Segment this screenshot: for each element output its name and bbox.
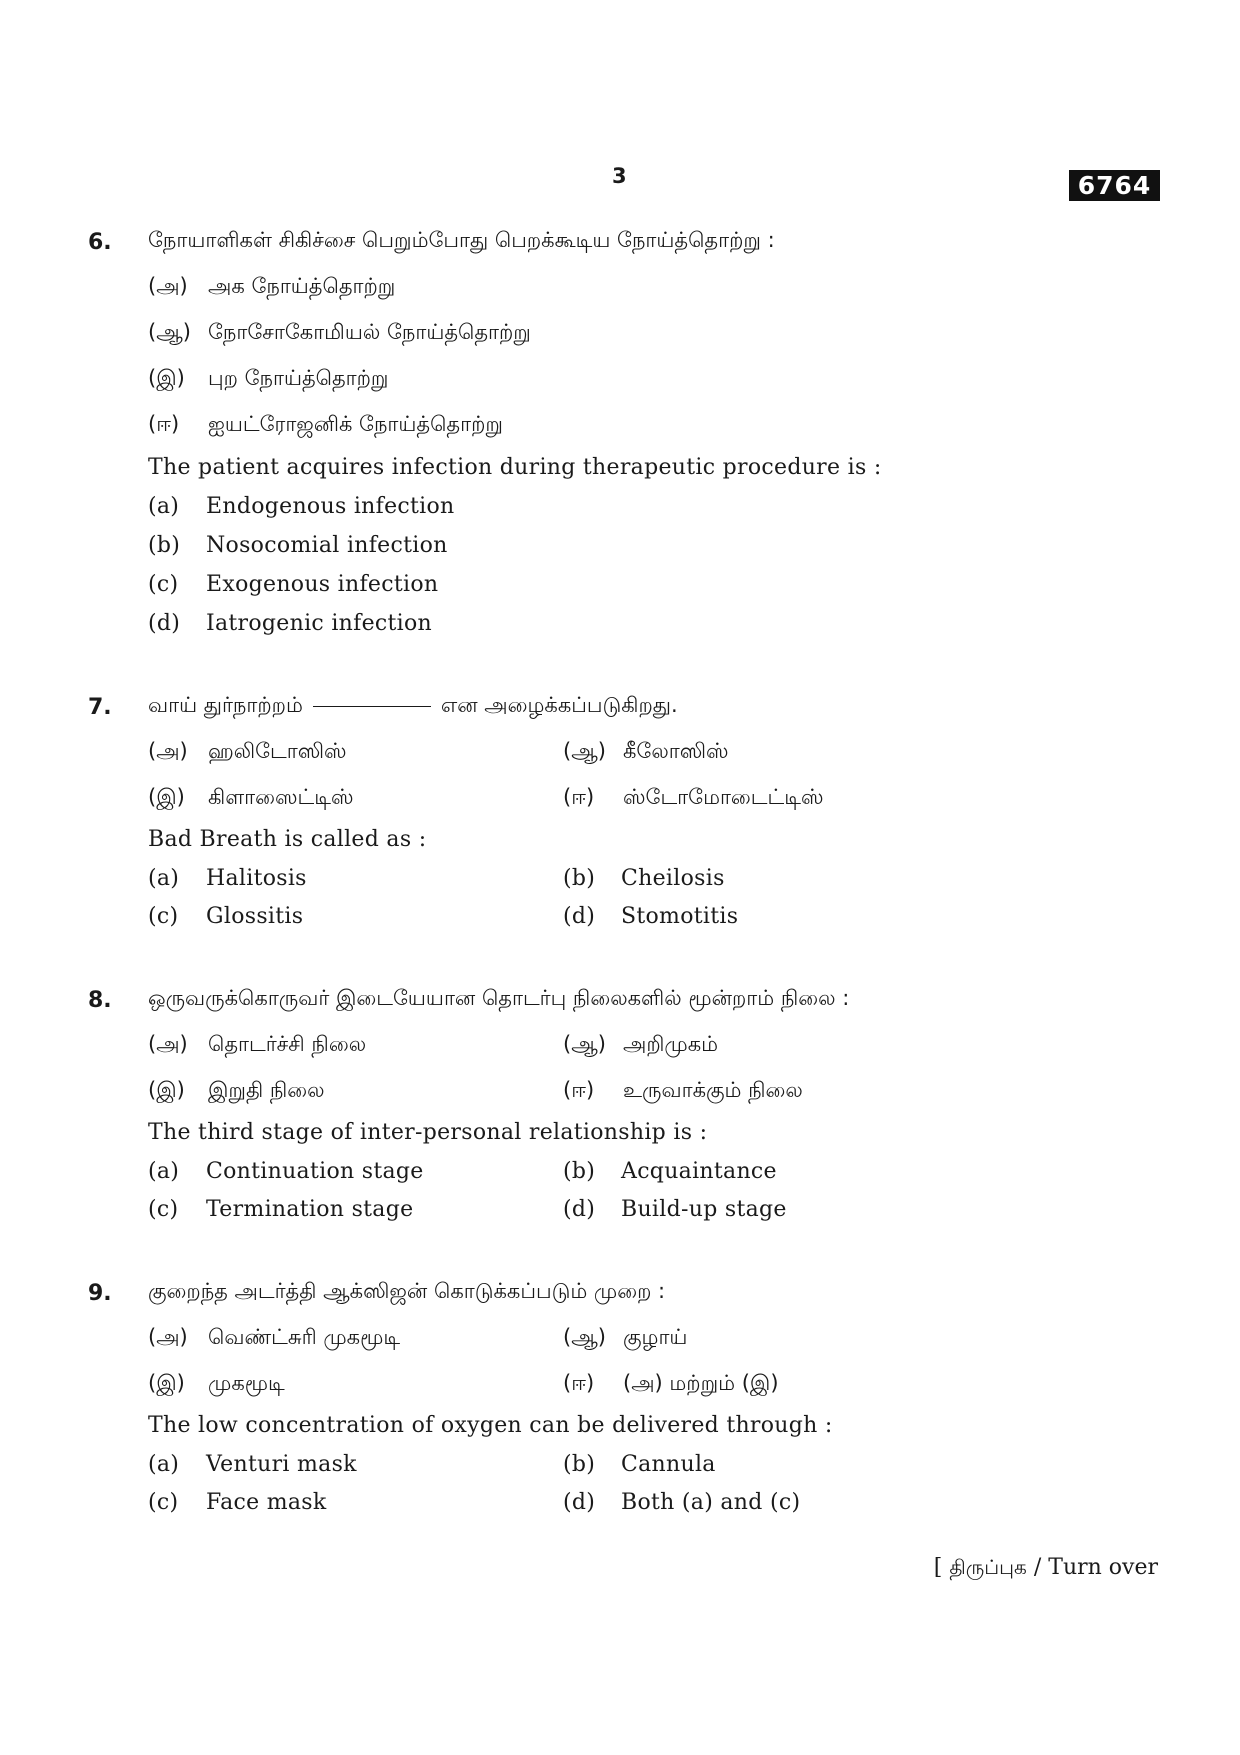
english-option: (a) Endogenous infection bbox=[148, 494, 455, 519]
tamil-option: (ஆ) கீலோஸிஸ் bbox=[563, 739, 729, 763]
english-option: (d) Iatrogenic infection bbox=[148, 611, 433, 636]
tamil-option: (இ) இறுதி நிலை bbox=[148, 1078, 325, 1102]
english-option: (b) Acquaintance bbox=[563, 1159, 777, 1184]
english-option: (d) Both (a) and (c) bbox=[563, 1490, 801, 1515]
tamil-stem: வாய் துர்நாற்றம் என அழைக்கப்படுகிறது. bbox=[148, 693, 678, 717]
paper-code-badge: 6764 bbox=[1069, 170, 1160, 201]
tamil-option: (இ) முகமூடி bbox=[148, 1371, 285, 1395]
english-option: (b) Cheilosis bbox=[563, 866, 725, 891]
english-stem: The patient acquires infection during therapeutic procedure is : bbox=[148, 455, 882, 480]
tamil-stem: நோயாளிகள் சிகிச்சை பெறும்போது பெறக்கூடிய நோய்த்தொற்று : bbox=[148, 228, 775, 252]
tamil-option: (ஈ) ஸ்டோமோடைட்டிஸ் bbox=[563, 785, 824, 809]
english-stem: The low concentration of oxygen can be delivered through : bbox=[148, 1413, 833, 1438]
page-number: 3 bbox=[612, 164, 627, 188]
tamil-option: (ஆ) அறிமுகம் bbox=[563, 1032, 719, 1056]
english-option: (b) Cannula bbox=[563, 1452, 716, 1477]
tamil-stem: ஒருவருக்கொருவர் இடையேயான தொடர்பு நிலைகளில் மூன்றாம் நிலை : bbox=[148, 986, 850, 1010]
question-number: 6. bbox=[88, 230, 112, 255]
tamil-option: (அ) அக நோய்த்தொற்று bbox=[148, 274, 396, 298]
english-option: (a) Continuation stage bbox=[148, 1159, 424, 1184]
english-option: (c) Exogenous infection bbox=[148, 572, 439, 597]
tamil-stem: குறைந்த அடர்த்தி ஆக்ஸிஜன் கொடுக்கப்படும் முறை : bbox=[148, 1279, 666, 1303]
english-option: (d) Build-up stage bbox=[563, 1197, 787, 1222]
tamil-option: (இ) புற நோய்த்தொற்று bbox=[148, 366, 389, 390]
tamil-option: (ஆ) குழாய் bbox=[563, 1325, 688, 1349]
question-number: 7. bbox=[88, 695, 112, 720]
english-option: (c) Termination stage bbox=[148, 1197, 414, 1222]
english-option: (c) Face mask bbox=[148, 1490, 327, 1515]
tamil-option: (ஈ) ஐயட்ரோஜனிக் நோய்த்தொற்று bbox=[148, 412, 503, 436]
english-option: (c) Glossitis bbox=[148, 904, 304, 929]
tamil-option: (இ) கிளாஸைட்டிஸ் bbox=[148, 785, 354, 809]
english-option: (a) Venturi mask bbox=[148, 1452, 357, 1477]
question-number: 8. bbox=[88, 988, 112, 1013]
tamil-option: (ஈ) (அ) மற்றும் (இ) bbox=[563, 1371, 779, 1395]
tamil-option: (ஈ) உருவாக்கும் நிலை bbox=[563, 1078, 803, 1102]
english-option: (d) Stomotitis bbox=[563, 904, 739, 929]
tamil-option: (அ) வெண்ட்சுரி முகமூடி bbox=[148, 1325, 401, 1349]
english-stem: Bad Breath is called as : bbox=[148, 827, 427, 852]
english-option: (b) Nosocomial infection bbox=[148, 533, 448, 558]
english-option: (a) Halitosis bbox=[148, 866, 307, 891]
tamil-option: (அ) தொடர்ச்சி நிலை bbox=[148, 1032, 367, 1056]
tamil-option: (ஆ) நோசோகோமியல் நோய்த்தொற்று bbox=[148, 320, 531, 344]
tamil-option: (அ) ஹலிடோஸிஸ் bbox=[148, 739, 347, 763]
english-stem: The third stage of inter-personal relationship is : bbox=[148, 1120, 708, 1145]
answer-blank bbox=[313, 706, 431, 707]
turn-over-note: [ திருப்புக / Turn over bbox=[933, 1555, 1158, 1580]
question-number: 9. bbox=[88, 1281, 112, 1306]
